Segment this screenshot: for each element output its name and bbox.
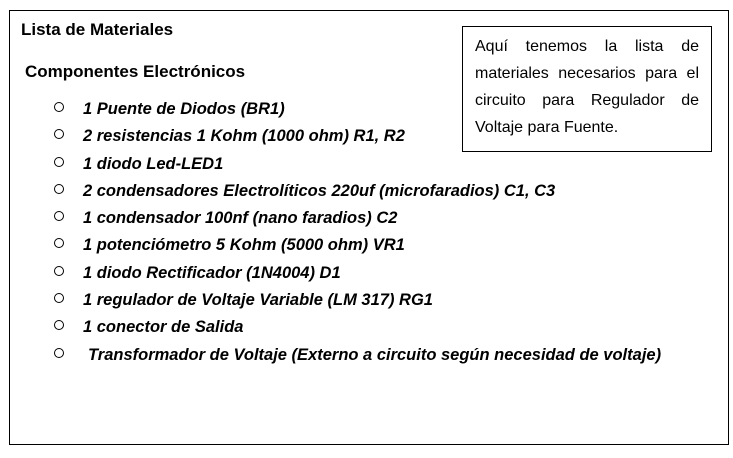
section-subtitle: Componentes Electrónicos bbox=[25, 62, 246, 81]
list-item-text: 1 regulador de Voltaje Variable (LM 317) RG1 bbox=[83, 291, 433, 310]
bullet-circle-icon bbox=[54, 102, 64, 112]
list-item-text: 1 condensador 100nf (nano faradios) C2 bbox=[83, 209, 398, 228]
note-text: Aquí tenemos la lista de materiales necesarios para el circuito para Regulador de Voltaje para Fuente. bbox=[475, 38, 699, 136]
list-item-text: 2 resistencias 1 Kohm (1000 ohm) R1, R2 bbox=[83, 127, 405, 146]
list-item-text: 2 condensadores Electrolíticos 220uf (microfaradios) C1, C3 bbox=[83, 181, 556, 200]
bullet-circle-icon bbox=[54, 157, 64, 167]
list-item-text: 1 diodo Led-LED1 bbox=[83, 154, 224, 173]
list-item-text: 1 Puente de Diodos (BR1) bbox=[83, 100, 285, 118]
bullet-circle-icon bbox=[54, 348, 64, 358]
list-item-text: 1 conector de Salida bbox=[83, 318, 244, 337]
list-item-text: Transformador de Voltaje (Externo a circuito según necesidad de voltaje) bbox=[88, 345, 662, 364]
list-item-text: 1 potenciómetro 5 Kohm (5000 ohm) VR1 bbox=[83, 236, 405, 255]
bullet-circle-icon bbox=[54, 266, 64, 276]
list-item-text: 1 diodo Rectificador (1N4004) D1 bbox=[83, 263, 341, 282]
note-box bbox=[462, 26, 712, 152]
document-title: Lista de Materiales bbox=[21, 20, 174, 39]
bullet-circle-icon bbox=[54, 184, 64, 194]
